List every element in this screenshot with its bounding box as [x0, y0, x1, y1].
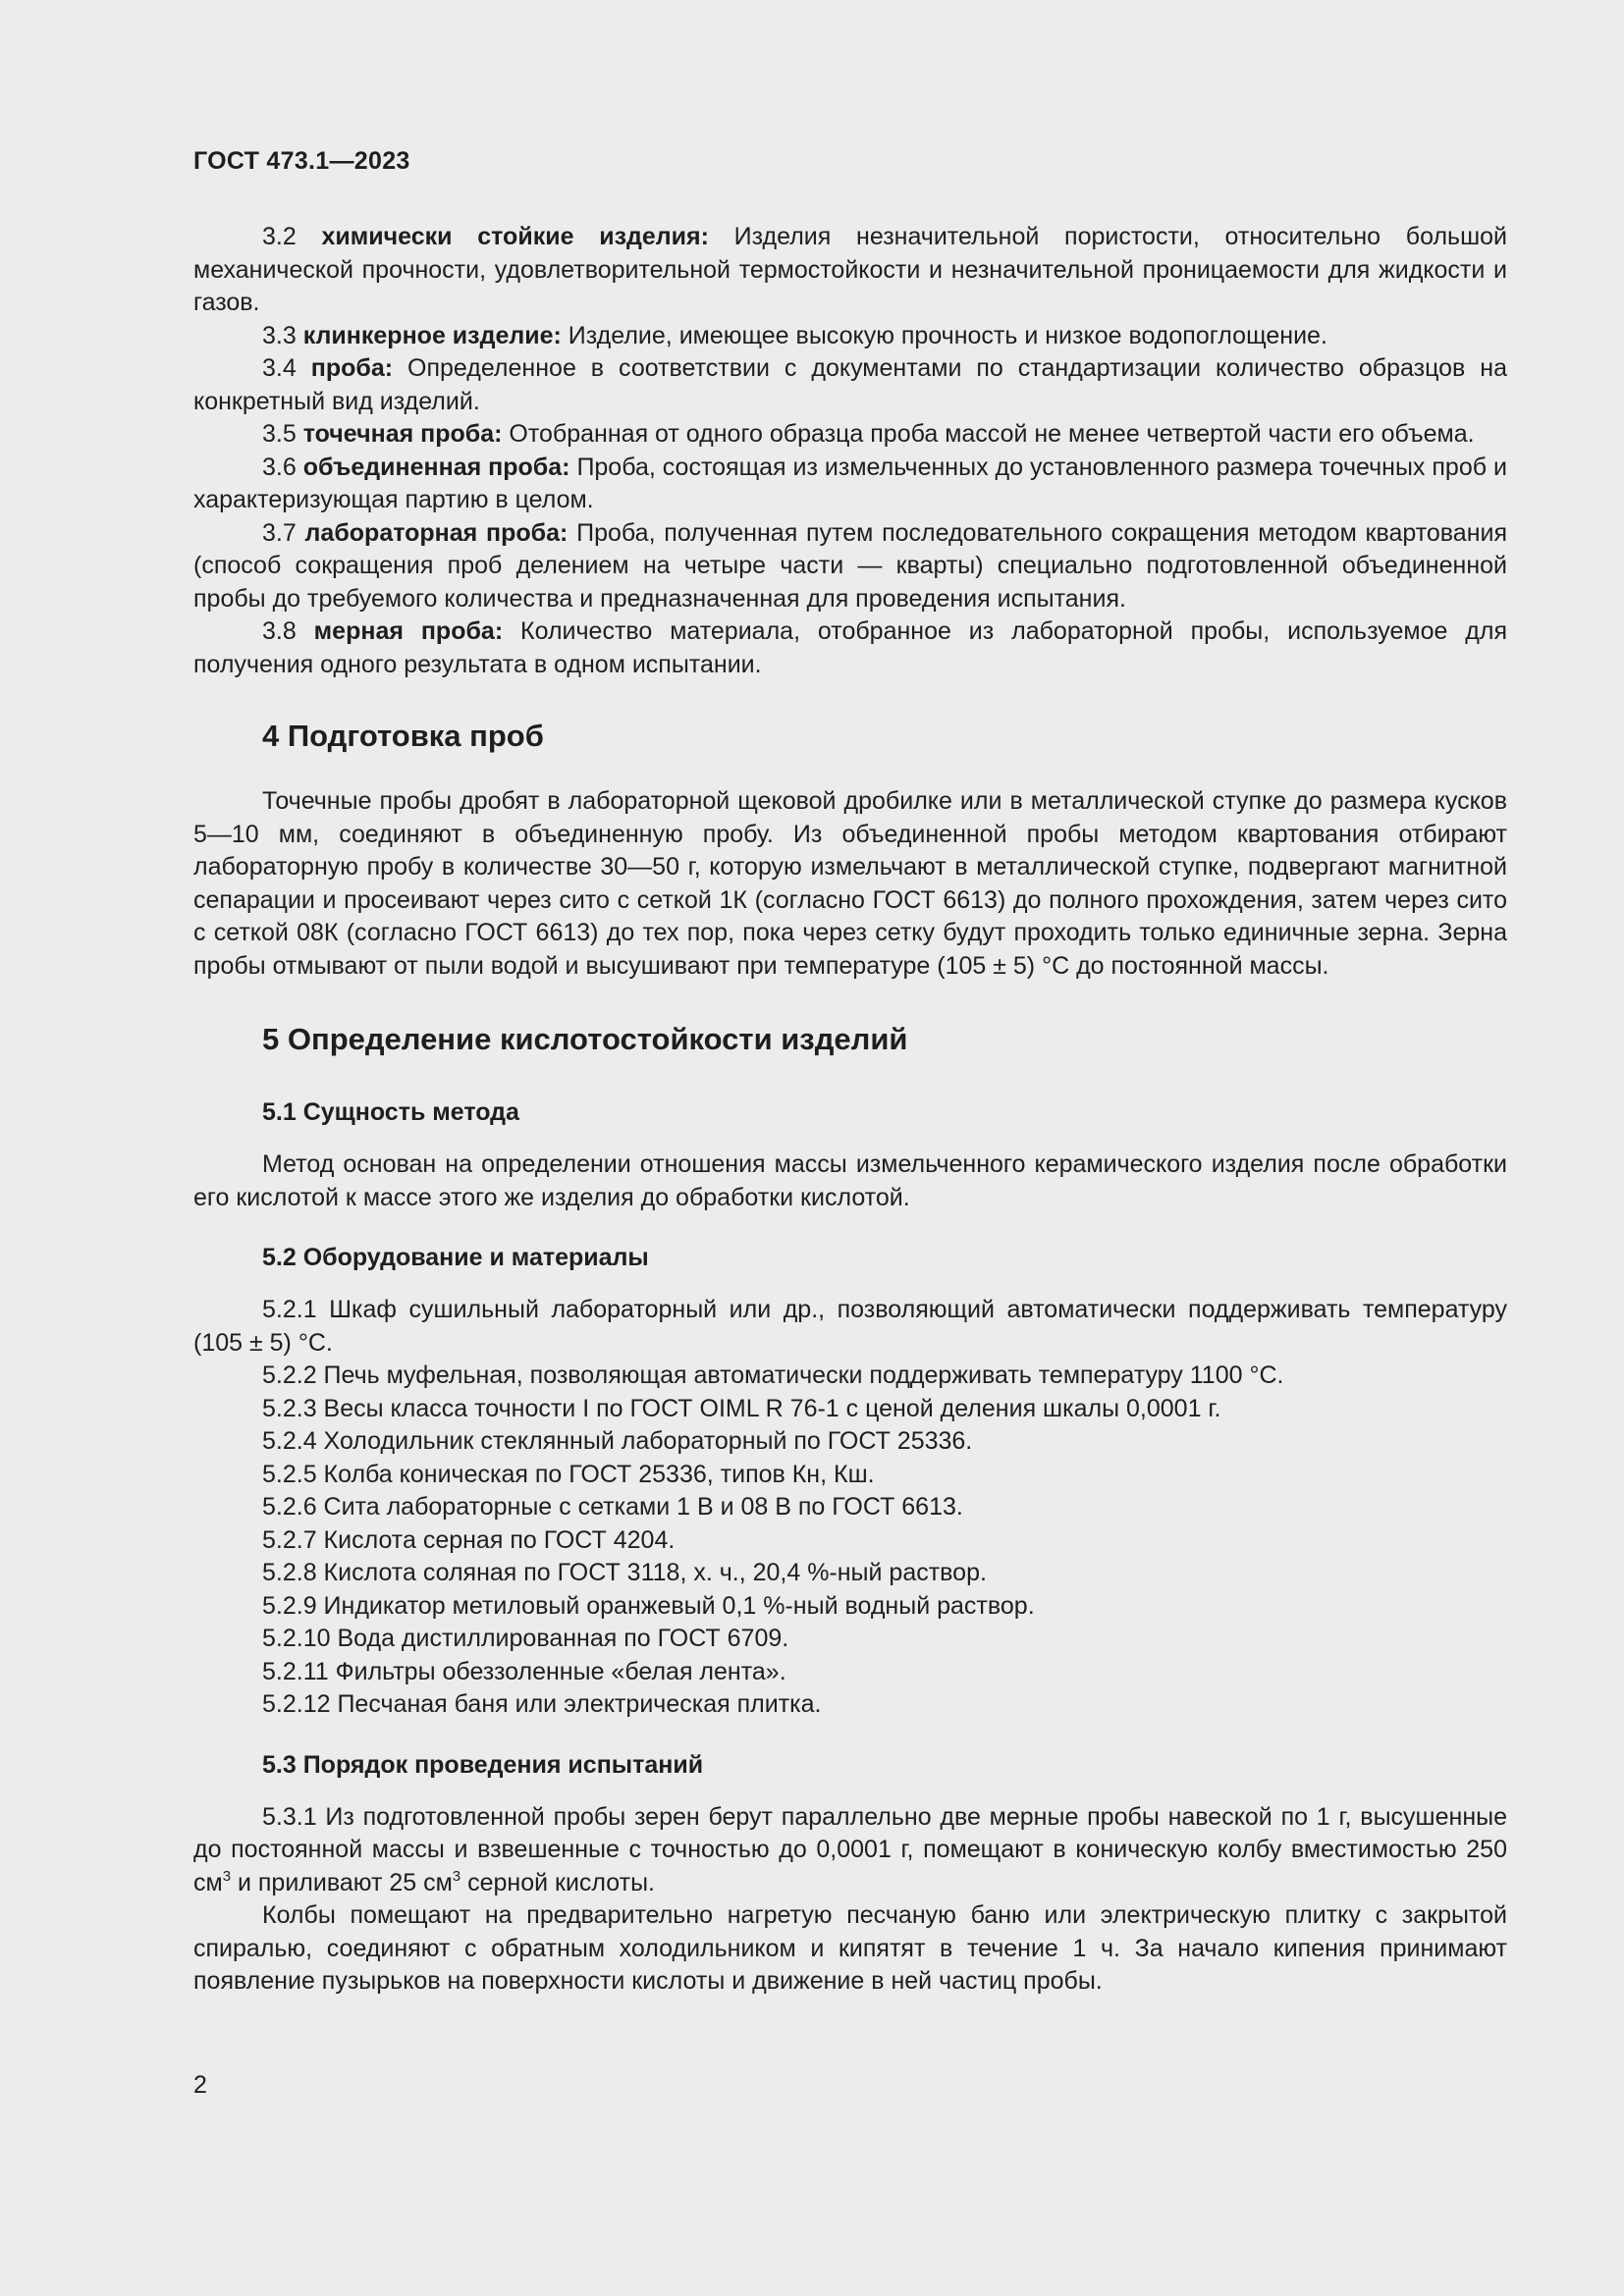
list-item: 5.2.6 Сита лабораторные с сетками 1 В и 08 В по ГОСТ 6613. [262, 1493, 963, 1521]
term-definition: Количество материала, отобранное из лабораторной пробы, используемое для получения одного результата в одном испытании. [193, 617, 1507, 678]
term-3-3: 3.3 клинкерное изделие: Изделие, имеющее высокую прочность и низкое водопоглощение. [262, 321, 1327, 349]
document-page [193, 147, 1507, 1999]
list-item: 5.2.10 Вода дистиллированная по ГОСТ 6709. [262, 1625, 789, 1652]
subsection-5-1-heading: 5.1 Сущность метода [262, 1098, 519, 1126]
section-5-heading: 5 Определение кислотостойкости изделий [262, 1022, 908, 1056]
term-definition: Изделия незначительной пористости, относительно большой механической прочности, удовлетворительной термостойкости и незначительной проницаемости для жидкости и газов. [193, 223, 1508, 316]
term-name: точечная проба: [302, 420, 503, 448]
list-item: 5.2.5 Колба коническая по ГОСТ 25336, типов Кн, Кш. [262, 1460, 875, 1488]
list-item: 5.2.2 Печь муфельная, позволяющая автоматически поддерживать температуру 1100 °С. [262, 1362, 1284, 1389]
term-definition: Определенное в соответствии с документами по стандартизации количество образцов на конкретный вид изделий. [193, 354, 1507, 415]
term-3-8: 3.8 мерная проба: Количество материала, отобранное из лабораторной пробы, используемое для получения одного результата в одном испытании. [193, 617, 1507, 678]
term-definition: Проба, состоящая из измельченных до установленного размера точечных проб и характеризующая партию в целом. [193, 453, 1507, 513]
list-item: 5.2.7 Кислота серная по ГОСТ 4204. [262, 1525, 676, 1554]
subsection-5-2-heading: 5.2 Оборудование и материалы [262, 1244, 649, 1271]
term-name: химически стойкие изделия: [321, 223, 709, 250]
terms-list [193, 221, 1507, 681]
subsection-5-3-1-text: 5.3.1 Из подготовленной пробы зерен берут параллельно две мерные пробы навеской по 1 г, высушенные до постоянной массы и взвешенные с точностью до 0,0001 г, помещают в коническую колбу вместимостью 250 $см^3$ и приливают 25 $см^3$ серной кислоты. [193, 1802, 1507, 1896]
page-number: 2 [193, 2071, 207, 2099]
document-header: ГОСТ 473.1—2023 [193, 147, 410, 175]
term-3-2: 3.2 химически стойкие изделия: Изделия незначительной пористости, относительно большой механической прочности, удовлетворительной термостойкости и незначительной проницаемости для жидкости и газов. [193, 223, 1508, 316]
term-name: лабораторная проба: [304, 518, 568, 547]
section-4-text: Точечные пробы дробят в лабораторной щековой дробилке или в металлической ступке до размера кусков 5—10 мм, соединяют в объединенную пробу. Из объединенной пробы методом квартования отбирают лабораторную пробу в количестве 30—50 г, которую измельчают в металлической ступке, подвергают магнитной сепарации и просеивают через сито с сеткой 1К (согласно ГОСТ 6613) до полного прохождения, затем через сито с сеткой 08К (согласно ГОСТ 6613) до тех пор, пока через сетку будут проходить только единичные зерна. Зерна пробы отмывают от пыли водой и высушивают при температуре (105 ± 5) °С до постоянной массы. [193, 787, 1507, 980]
list-item: 5.2.3 Весы класса точности I по ГОСТ OIML R 76-1 с ценой деления шкалы 0,0001 г. [262, 1394, 1221, 1422]
subsection-5-1-text: Метод основан на определении отношения массы измельченного керамического изделия после обработки его кислотой к массе этого же изделия до обработки кислотой. [193, 1150, 1507, 1211]
section-4-heading: 4 Подготовка проб [262, 719, 544, 753]
term-name: мерная проба: [313, 617, 504, 645]
list-item: 5.2.12 Песчаная баня или электрическая плитка. [262, 1690, 822, 1718]
term-3-4: 3.4 проба: Определенное в соответствии с документами по стандартизации количество образцов на конкретный вид изделий. [193, 354, 1507, 415]
subsection-5-3-1-text-continued: Колбы помещают на предварительно нагретую песчаную баню или электрическую плитку с закрытой спиралью, соединяют с обратным холодильником и кипятят в течение 1 ч. За начало кипения принимают появление пузырьков на поверхности кислоты и движение в ней частиц пробы. [193, 1901, 1507, 1995]
term-name: объединенная проба: [302, 453, 570, 481]
term-definition: Отобранная от одного образца проба массой не менее четвертой части его объема. [509, 420, 1475, 448]
term-3-6: 3.6 объединенная проба: Проба, состоящая из измельченных до установленного размера точечных проб и характеризующая партию в целом. [193, 453, 1507, 513]
list-item: 5.2.1 Шкаф сушильный лабораторный или др., позволяющий автоматически поддерживать температуру (105 ± 5) °С. [193, 1296, 1507, 1357]
list-item: 5.2.8 Кислота соляная по ГОСТ 3118, х. ч., 20,4 %-ный раствор. [262, 1559, 987, 1586]
term-3-7: 3.7 лабораторная проба: Проба, полученная путем последовательного сокращения методом квартования (способ сокращения проб делением на четыре части — кварты) специально подготовленной объединенной пробы до требуемого количества и предназначенная для проведения испытания. [193, 518, 1508, 613]
term-definition: Изделие, имеющее высокую прочность и низкое водопоглощение. [568, 321, 1327, 349]
equipment-list [193, 1294, 1507, 1722]
term-name: проба: [310, 354, 394, 382]
list-item: 5.2.9 Индикатор метиловый оранжевый 0,1 %-ный водный раствор. [262, 1591, 1035, 1620]
list-item: 5.2.11 Фильтры обеззоленные «белая лента». [262, 1657, 786, 1685]
term-3-5: 3.5 точечная проба: Отобранная от одного образца проба массой не менее четвертой части его объема. [262, 420, 1475, 448]
list-item: 5.2.4 Холодильник стеклянный лабораторный по ГОСТ 25336. [262, 1427, 973, 1455]
term-name: клинкерное изделие: [302, 321, 562, 349]
subsection-5-3-heading: 5.3 Порядок проведения испытаний [262, 1750, 704, 1779]
term-definition: Проба, полученная путем последовательного сокращения методом квартования (способ сокращения проб делением на четыре части — кварты) специально подготовленной объединенной пробы до требуемого количества и предназначенная для проведения испытания. [193, 518, 1508, 613]
